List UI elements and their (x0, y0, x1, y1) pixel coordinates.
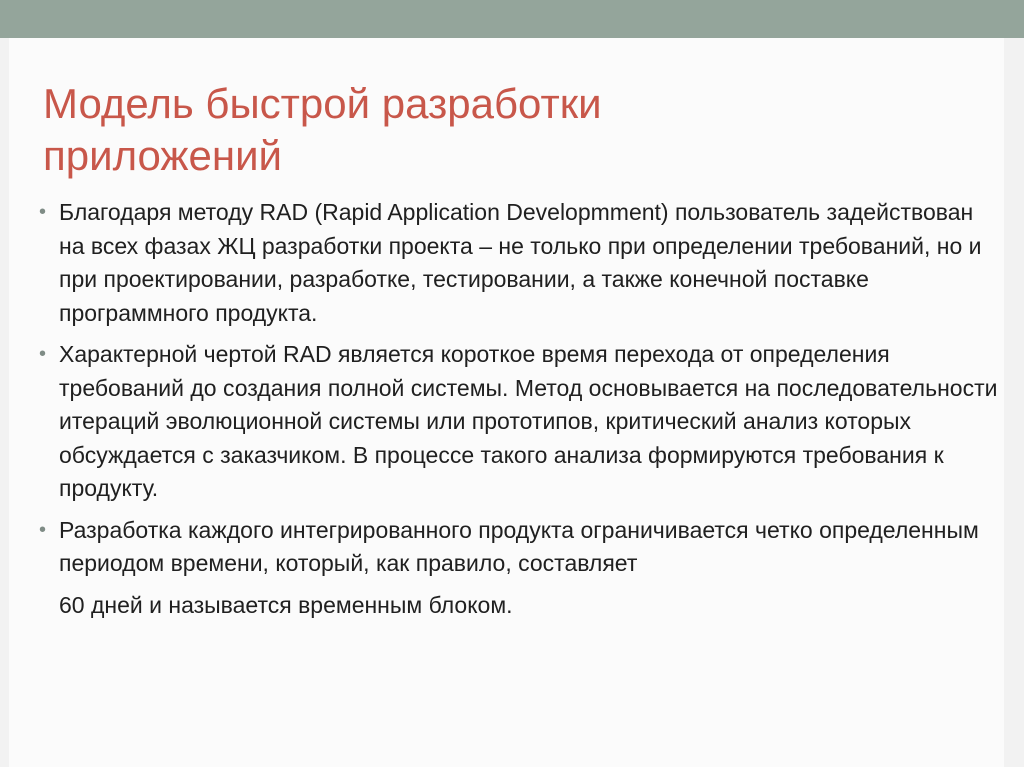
bullet-dot-icon: • (39, 201, 47, 223)
bullet-item-2 (39, 338, 999, 506)
bullet-item-3 (39, 514, 999, 623)
bullet-dot-icon: • (39, 343, 47, 365)
slide-title (43, 78, 763, 182)
bullet-text-1: Благодаря методу RAD (Rapid Application Developmment) пользователь задействован на всех фазах ЖЦ разработки проекта – не только при определении требований, но и при проектировании, разработке, тестировании, а также конечной поставке программного продукта. (59, 199, 982, 326)
bullet-item-1 (39, 196, 999, 330)
bullet-dot-icon: • (39, 518, 47, 541)
bullet-text-2: Характерной чертой RAD является короткое время перехода от определения требований до создания полной системы. Метод основывается на последовательности итераций эволюционной системы или прототипов, критический анализ которых обсуждается с заказчиком. В процессе такого анализа формируются требования к продукту. (59, 341, 998, 501)
slide-content (9, 38, 1004, 767)
bullet-text-3-last-line: 60 дней и называется временным блоком. (59, 591, 513, 618)
bullet-list (39, 196, 999, 630)
right-frame (1004, 38, 1024, 767)
top-accent-bar (0, 0, 1024, 38)
slide-title-line-1: Модель быстрой разработки (43, 80, 602, 127)
bullet-text-3: Разработка каждого интегрированного продукта ограничивается четко определенным периодом времени, который, как правило, составляет (59, 516, 979, 576)
left-frame (0, 38, 9, 767)
slide-title-line-2: приложений (43, 132, 282, 179)
